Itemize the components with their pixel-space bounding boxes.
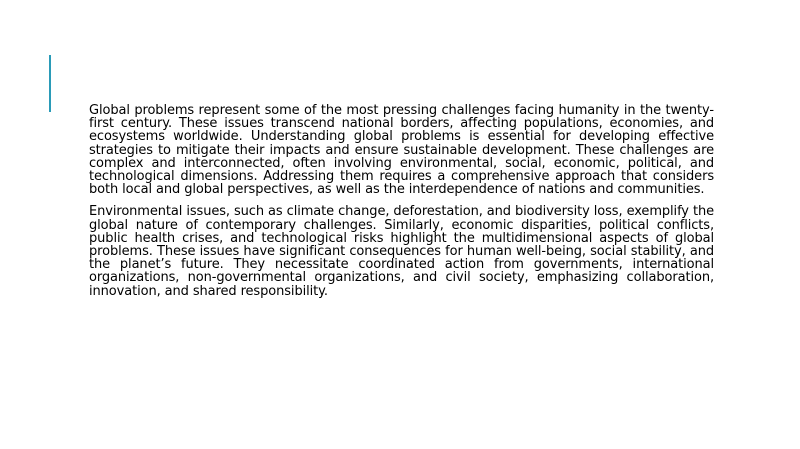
- paragraph-environmental: Environmental issues, such as climate change, deforestation, and biodiversity loss, exemplify the global nature of contemporary challenges. Similarly, economic disparities, political conflicts, public health crises, and technological risks highlight the multidimensional aspects of global problems. These issues have significant consequences for human well-being, social stability, and the planet’s future. They necessitate coordinated action from governments, international organizations, non-governmental organizations, and civil society, emphasizing collaboration, innovation, and shared responsibility.: [89, 204, 714, 299]
- accent-bar: [49, 55, 51, 112]
- slide-body: [89, 104, 714, 298]
- paragraph-intro: Global problems represent some of the most pressing challenges facing humanity in the twenty-first century. These issues transcend national borders, affecting populations, economies, and ecosystems worldwide. Understanding global problems is essential for developing effective strategies to mitigate their impacts and ensure sustainable development. These challenges are complex and interconnected, often involving environmental, social, economic, political, and technological dimensions. Addressing them requires a comprehensive approach that considers both local and global perspectives, as well as the interdependence of nations and communities.: [89, 103, 714, 198]
